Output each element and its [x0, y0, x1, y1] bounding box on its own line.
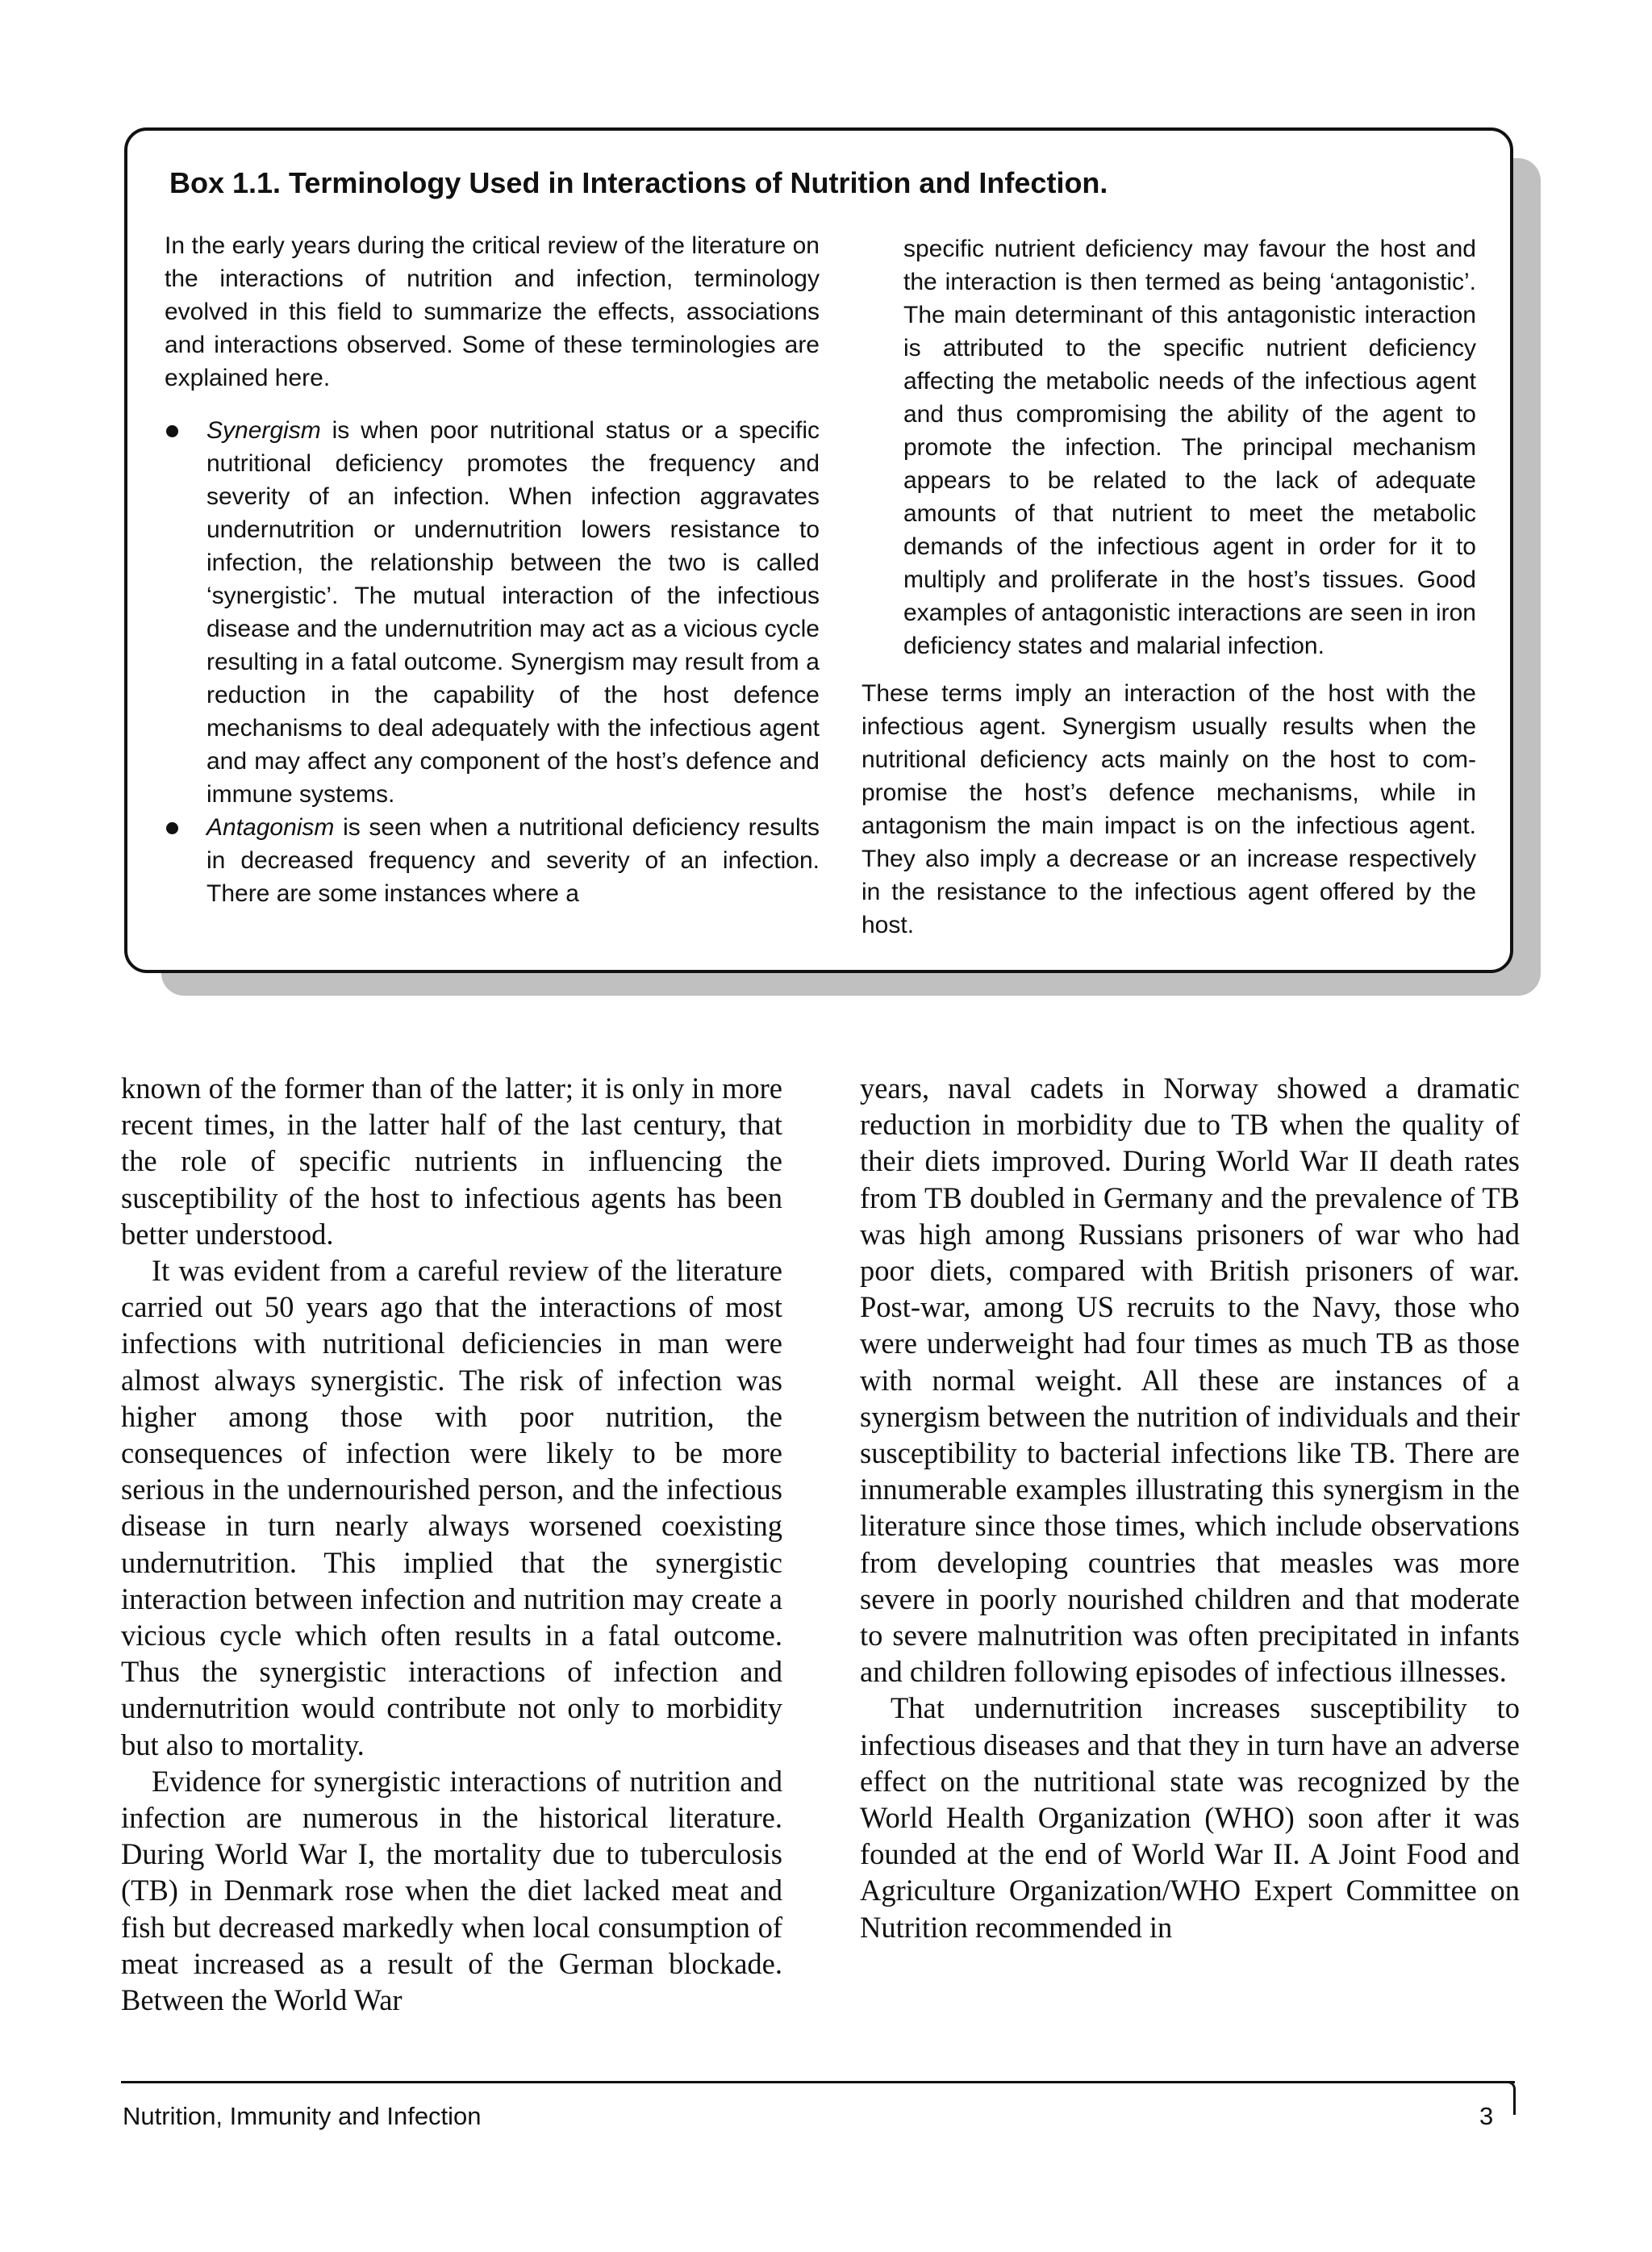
- footer-rule: [121, 2081, 1515, 2083]
- body-column-left: [121, 1070, 782, 2018]
- box-column-right: [861, 232, 1476, 942]
- body-paragraph: It was evident from a careful review of the literature carried out 50 years ago that the interactions of most infections with nutritional deficiencies in man were almost always synergistic. The risk of infection was higher among those with poor nutrition, the consequences of infection were likely to be more serious in the undernourished person, and the infectious disease in turn nearly always worsened coexisting undernutrition. This implied that the synergistic interaction between infection and nutrition may create a vicious cycle which often results in a fatal outcome. Thus the synergistic interactions of infection and undernutrition would contribute not only to morbidity but also to mortality.: [121, 1254, 782, 1761]
- body-paragraph: years, naval cadets in Norway showed a dramatic reduction in morbidity due to TB when the quality of their diets improved. During World War II death rates from TB doubled in Germany and the prevalence of TB was high among Russians prisoners of war who had poor diets, compared with British prisoners of war. Post-war, among US recruits to the Navy, those who were underweight had four times as much TB as those with normal weight. All these are instances of a synergism between the nutrition of individuals and their susceptibility to bacterial infections like TB. There are innumerable examples illustrating this synergism in the literature since those times, which include observations from developing countries that measles was more severe in poorly nourished children and that moderate to severe malnutrition was often precipitated in infants and children following episodes of infectious illnesses.: [860, 1072, 1520, 1689]
- list-item-synergism: [165, 414, 820, 811]
- box-closing-paragraph: These terms imply an interaction of the host with the infectious agent. Synergism usually results when the nutritional deficiency acts mainly on the host to compromise the host’s defence mechanisms, while in antagonism the main impact is on the infectious agent. They also imply a decrease or an increase respectively in the resistance to the infectious agent offered by the host.: [861, 680, 1476, 938]
- antagonism-definition: is seen when a nutritional deficiency results in decreased frequency and severity of an infection. There are some instances where a: [206, 814, 820, 907]
- body-column-right: [860, 1070, 1520, 1945]
- terminology-box: [124, 127, 1513, 973]
- synergism-definition: is when poor nutritional status or a specific nutritional deficiency promotes the frequency and severity of an infection. When infection aggravates undernutrition or undernutrition lowers resistance to infection, the relationship between the two is called ‘synergistic’. The mutual interaction of the infectious disease and the undernutrition may act as a vicious cycle resulting in a fatal outcome. Synergism may result from a reduction in the capability of the host defence mechanisms to deal adequately with the infectious agent and may affect any component of the host’s defence and immune systems.: [206, 417, 820, 808]
- antagonism-definition-continued: specific nutrient deficiency may favour the host and the interaction is then termed as being ‘antagonistic’. The main determinant of this antagonistic interaction is attributed to the specific nutrient deficiency affecting the metabolic needs of the infectious agent and thus compromising the ability of the agent to promote the infection. The principal mechanism appears to be related to the lack of adequate amounts of that nutrient to meet the metabolic demands of the infectious agent in order for it to multiply and proliferate in the host’s tissues. Good examples of antagonistic interactions are seen in iron deficiency states and malarial infection.: [903, 236, 1476, 659]
- body-paragraph: known of the former than of the latter; it is only in more recent times, in the latter half of the last century, that the role of specific nutrients in influencing the susceptibility of the host to infectious agents has been better understood.: [121, 1072, 782, 1251]
- page-number: 3: [1479, 2102, 1494, 2130]
- bullet-icon: [166, 822, 178, 834]
- term-antagonism: Antagonism: [206, 814, 335, 841]
- terminology-list: [165, 414, 820, 910]
- box-title: Box 1.1. Terminology Used in Interactions of Nutrition and Infection.: [169, 166, 1108, 199]
- body-paragraph: That undernutrition increases susceptibility to infectious diseases and that they in turn have an adverse effect on the nutritional state was recognized by the World Health Organization (WHO) soon after it was founded at the end of World War II. A Joint Food and Agriculture Organization/WHO Expert Committee on Nutrition recommended in: [860, 1691, 1520, 1944]
- bullet-icon: [166, 425, 178, 437]
- box-intro: In the early years during the critical review of the literature on the interactions of nutrition and infection, terminology evolved in this field to summarize the effects, associations and interactions observed. Some of these terminologies are explained here.: [165, 232, 820, 391]
- running-footer-title: Nutrition, Immunity and Infection: [123, 2102, 482, 2130]
- footer-rule-hook: [1508, 2081, 1516, 2115]
- box-column-left: [165, 229, 820, 910]
- term-synergism: Synergism: [206, 417, 321, 444]
- list-item-antagonism: [165, 811, 820, 910]
- body-paragraph: Evidence for synergistic interactions of nutrition and infection are numerous in the historical literature. During World War I, the mortality due to tuberculosis (TB) in Denmark rose when the diet lacked meat and fish but decreased markedly when local consumption of meat increased as a result of the German blockade. Between the World War: [121, 1764, 782, 2017]
